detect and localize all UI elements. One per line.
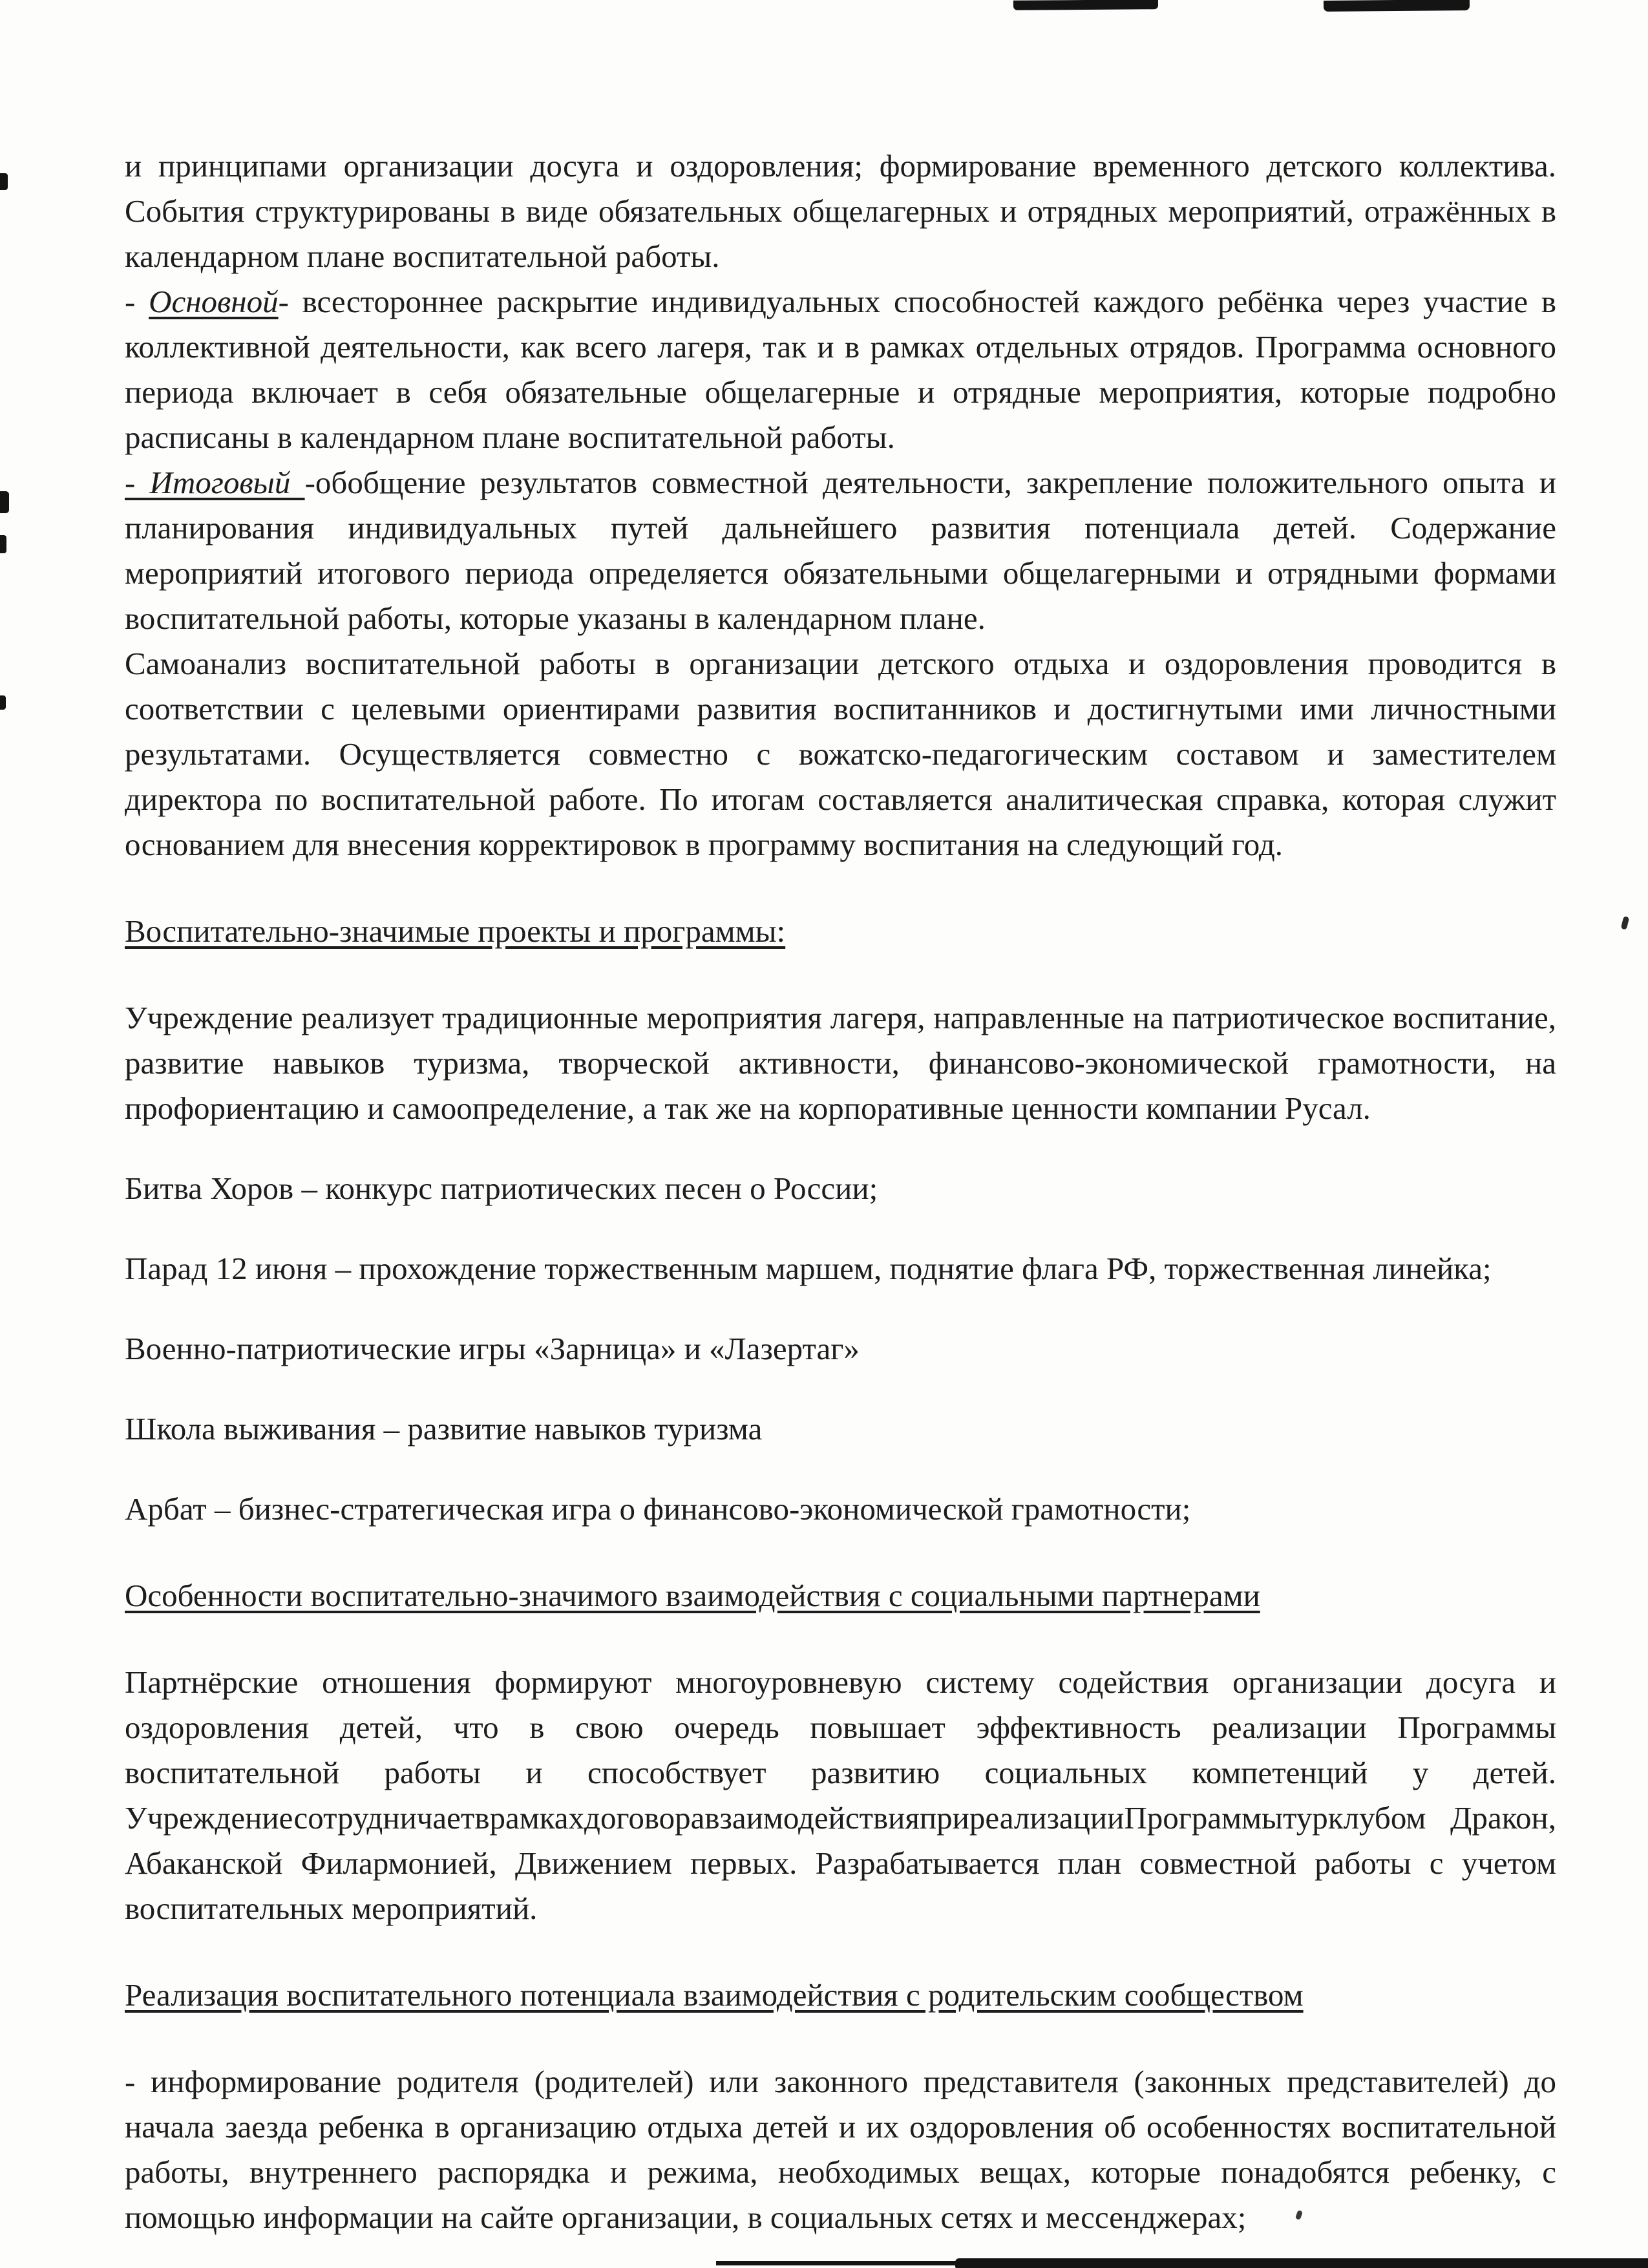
paragraph-parent-informing: - информирование родителя (родителей) или законного представителя (законных представителей) до начала заезда ребенка в организацию отдыха детей и их оздоровления об особенностях воспитательной работы, внутреннего распорядка и режима, необходимых вещах, которые понадобятся ребенку, с помощью информации на сайте организации, в социальных сетях и мессенджерах;	[125, 2064, 1556, 2235]
scan-mark-left-edge-4	[0, 695, 6, 710]
list-item-parad-12-iyunya: Парад 12 июня – прохождение торжественным маршем, поднятие флага РФ, торжественная линейка;	[125, 1251, 1492, 1286]
list-item-bitva-khorov: Битва Хоров – конкурс патриотических песен о России;	[125, 1171, 878, 1206]
paragraph-final-period-text: -обобщение результатов совместной деятельности, закрепление положительного опыта и планирования индивидуальных путей дальнейшего развития потенциала детей. Содержание мероприятий итогового периода определяется обязательными общелагерными и отрядными формами воспитательной работы, которые указаны в календарном плане.	[125, 465, 1556, 636]
paragraph-intro-continuation: и принципами организации досуга и оздоровления; формирование временного детского коллектива. События структурированы в виде обязательных общелагерных и отрядных мероприятий, отражённых в календарном плане воспитательной работы.	[125, 148, 1556, 274]
scan-mark-left-edge-3	[0, 535, 6, 553]
list-item-shkola-vyzhivaniya: Школа выживания – развитие навыков туризма	[125, 1411, 763, 1447]
document-body	[125, 143, 1556, 2240]
dash-prefix: -	[125, 284, 149, 319]
term-osnovnoy: Основной	[149, 284, 279, 319]
heading-social-partners: Особенности воспитательно-значимого взаимодействия с социальными партнерами	[125, 1578, 1260, 1613]
scan-mark-left-edge-2	[0, 491, 9, 513]
heading-significant-projects: Воспитательно-значимые проекты и программы:	[125, 913, 786, 949]
list-item-arbat: Арбат – бизнес-стратегическая игра о финансово-экономической грамотности;	[125, 1491, 1191, 1527]
paragraph-institution-events: Учреждение реализует традиционные мероприятия лагеря, направленные на патриотическое воспитание, развитие навыков туризма, творческой активности, финансово-экономической грамотности, на профориентацию и самоопределение, а так же на корпоративные ценности компании Русал.	[125, 1000, 1556, 1126]
paragraph-partner-relations: Партнёрские отношения формируют многоуровневую систему содействия организации досуга и оздоровления детей, что в свою очередь повышает эффективность реализации Программы воспитательной работы и способствует развитию социальных компетенций у детей. УчреждениесотрудничаетврамкахдоговоравзаимодействияприреализацииПрограммытурклубом Дракон, Абаканской Филармонией, Движением первых. Разрабатывается план совместной работы с учетом воспитательных мероприятий.	[125, 1664, 1556, 1926]
scan-mark-top-bar-right	[1324, 0, 1470, 12]
scan-speck-right-margin	[1621, 916, 1630, 930]
scan-mark-bottom-bar-thick	[955, 2258, 1648, 2268]
paragraph-main-period-text: - всестороннее раскрытие индивидуальных способностей каждого ребёнка через участие в коллективной деятельности, как всего лагеря, так и в рамках отдельных отрядов. Программа основного периода включает в себя обязательные общелагерные и отрядные мероприятия, которые подробно расписаны в календарном плане воспитательной работы.	[125, 284, 1556, 455]
scan-mark-top-bar-left	[1013, 0, 1158, 10]
scan-mark-left-edge-1	[0, 173, 8, 190]
paragraph-final-period	[125, 460, 1556, 641]
paragraph-self-analysis: Самоанализ воспитательной работы в организации детского отдыха и оздоровления проводится в соответствии с целевыми ориентирами развития воспитанников и достигнутыми ими личностными результатами. Осуществляется совместно с вожатско-педагогическим составом и заместителем директора по воспитательной работе. По итогам составляется аналитическая справка, которая служит основанием для внесения корректировок в программу воспитания на следующий год.	[125, 646, 1556, 862]
heading-parent-community: Реализация воспитательного потенциала взаимодействия с родительским сообществом	[125, 1977, 1304, 2013]
term-itogovy: - Итоговый	[125, 465, 305, 500]
paragraph-main-period	[125, 279, 1556, 460]
list-item-voenno-patrioticheskie-igry: Военно-патриотические игры «Зарница» и «Лазертаг»	[125, 1331, 860, 1366]
